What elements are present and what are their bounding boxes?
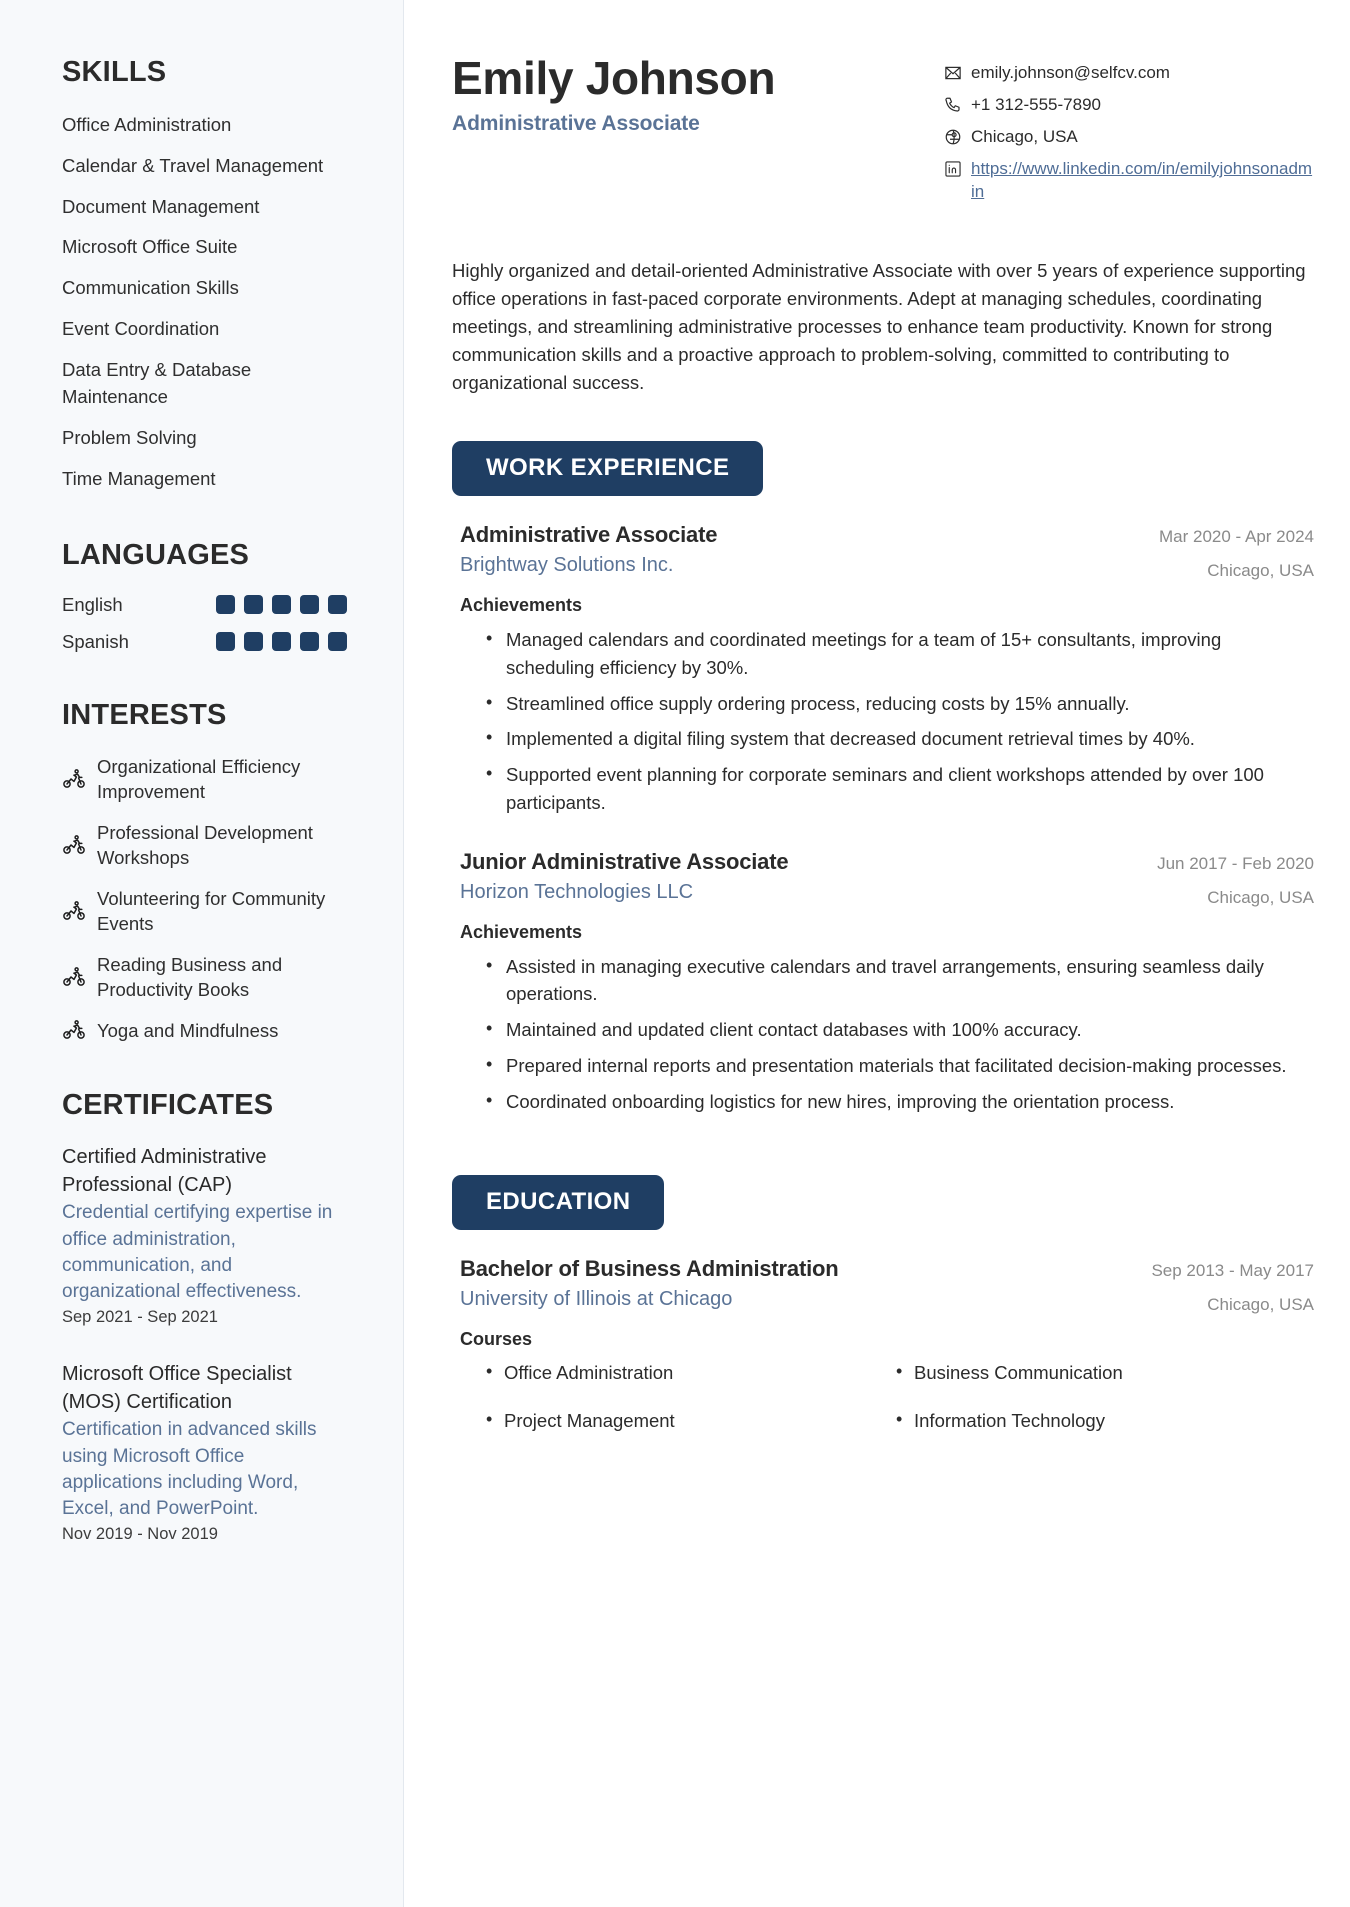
achievement-item: • Supported event planning for corporate seminars and client workshops attended by over 100 participants.	[504, 761, 1314, 817]
contact-value: emily.johnson@selfcv.com	[971, 63, 1170, 82]
identity-block	[452, 54, 775, 136]
contact-row	[944, 62, 1314, 85]
entry-header	[452, 522, 1314, 581]
language-name: English	[62, 593, 123, 615]
achievement-item: • Implemented a digital filing system that decreased document retrieval times by 40%.	[504, 725, 1314, 753]
contact-value: +1 312-555-7890	[971, 94, 1101, 114]
interest-item	[62, 754, 347, 805]
work-title: Junior Administrative Associate	[460, 848, 789, 874]
certificates-list	[62, 1144, 347, 1544]
entry-title-block	[452, 522, 717, 577]
achievement-item: • Maintained and updated client contact databases with 100% accuracy.	[504, 1016, 1314, 1044]
entry-subheading: Achievements	[460, 595, 583, 616]
entry-header	[452, 849, 1314, 908]
languages-list	[62, 594, 347, 653]
entry-title-block	[452, 1256, 838, 1311]
bicycle-icon	[62, 965, 86, 989]
work-date-range: Jun 2017 - Feb 2020	[1157, 853, 1314, 873]
contact-list	[944, 54, 1314, 213]
interest-label: Yoga and Mindfulness	[97, 1019, 279, 1041]
course-list	[452, 1360, 1314, 1434]
contact-row[interactable]	[944, 158, 1314, 204]
entry-subheading: Achievements	[460, 921, 583, 942]
certificate-title: Microsoft Office Specialist (MOS) Certification	[62, 1363, 292, 1413]
level-square	[328, 595, 347, 614]
bicycle-icon	[62, 833, 86, 857]
certificate-title: Certified Administrative Professional (CAP)	[62, 1146, 267, 1196]
certificate-date: Sep 2021 - Sep 2021	[62, 1308, 218, 1327]
entry-meta	[1151, 1256, 1314, 1315]
skill-item: Time Management	[62, 467, 216, 489]
bicycle-icon	[62, 1018, 86, 1042]
course-item: • Business Communication	[914, 1360, 1314, 1386]
language-level-meter	[216, 595, 347, 614]
skill-item: Data Entry & Database Maintenance	[62, 358, 252, 408]
interest-item	[62, 820, 347, 871]
globe-icon	[944, 128, 962, 146]
work-location: Chicago, USA	[1207, 887, 1314, 907]
skill-item: Document Management	[62, 195, 260, 217]
work-section-badge: WORK EXPERIENCE	[452, 441, 763, 496]
certificates-heading: CERTIFICATES	[62, 1089, 274, 1122]
certificate-date: Nov 2019 - Nov 2019	[62, 1525, 218, 1544]
skill-item: Microsoft Office Suite	[62, 236, 238, 258]
achievement-item: • Prepared internal reports and presentation materials that facilitated decision-making processes.	[504, 1052, 1314, 1080]
envelope-icon	[944, 64, 962, 82]
work-organization: Brightway Solutions Inc.	[460, 554, 674, 577]
main-content	[404, 0, 1350, 1907]
skills-heading: SKILLS	[62, 56, 167, 88]
achievement-item: • Managed calendars and coordinated meetings for a team of 15+ consultants, improving scheduling efficiency by 30%.	[504, 626, 1314, 682]
languages-section	[62, 539, 347, 653]
skills-section	[62, 56, 347, 493]
achievement-list	[452, 953, 1314, 1116]
interest-label: Professional Development Workshops	[97, 821, 313, 869]
level-square	[328, 632, 347, 651]
level-square	[244, 632, 263, 651]
entry-meta	[1157, 849, 1314, 908]
level-square	[272, 595, 291, 614]
education-title: Bachelor of Business Administration	[460, 1256, 839, 1282]
skills-list	[62, 111, 347, 493]
level-square	[244, 595, 263, 614]
contact-value: Chicago, USA	[971, 126, 1078, 146]
summary-text: Highly organized and detail-oriented Administrative Associate with over 5 years of experience supporting office operations in fast-paced corporate environments. Adept at managing schedules, coordinating meetings, and streamlining administrative processes to enhance team productivity. Known for strong communication skills and a proactive approach to problem-solving, committed to contributing to organizational success.	[452, 259, 1306, 394]
interest-label: Organizational Efficiency Improvement	[97, 755, 301, 803]
bicycle-icon	[62, 899, 86, 923]
certificates-section	[62, 1089, 347, 1544]
certificate-description: Credential certifying expertise in office administration, communication, and organizational effectiveness.	[62, 1202, 333, 1302]
interest-label: Volunteering for Community Events	[97, 887, 326, 935]
entry-header	[452, 1256, 1314, 1315]
education-entry	[452, 1256, 1314, 1434]
contact-row	[944, 126, 1314, 149]
skill-item: Calendar & Travel Management	[62, 154, 324, 176]
skill-item: Communication Skills	[62, 277, 239, 298]
education-organization: University of Illinois at Chicago	[460, 1288, 733, 1311]
sidebar	[0, 0, 404, 1907]
level-square	[300, 632, 319, 651]
course-item: • Office Administration	[504, 1360, 904, 1386]
entry-meta	[1159, 522, 1314, 581]
work-entry	[452, 849, 1314, 1116]
header	[452, 54, 1314, 213]
interests-section	[62, 699, 347, 1044]
education-location: Chicago, USA	[1207, 1295, 1314, 1315]
certificate-item	[62, 1361, 347, 1544]
language-row	[62, 594, 347, 616]
education-entries	[452, 1256, 1314, 1434]
level-square	[216, 632, 235, 651]
linkedin-icon	[944, 160, 962, 178]
work-entries	[452, 522, 1314, 1115]
entry-subheading: Courses	[460, 1329, 533, 1350]
work-location: Chicago, USA	[1207, 561, 1314, 581]
level-square	[216, 595, 235, 614]
language-level-meter	[216, 632, 347, 651]
work-entry	[452, 522, 1314, 817]
bicycle-icon	[62, 767, 86, 791]
work-date-range: Mar 2020 - Apr 2024	[1159, 527, 1314, 547]
languages-heading: LANGUAGES	[62, 538, 250, 571]
achievement-item: • Coordinated onboarding logistics for new hires, improving the orientation process.	[504, 1088, 1314, 1116]
level-square	[300, 595, 319, 614]
interests-list	[62, 754, 347, 1044]
course-item: • Information Technology	[914, 1408, 1314, 1434]
interest-label: Reading Business and Productivity Books	[97, 953, 283, 1001]
work-organization: Horizon Technologies LLC	[460, 880, 694, 903]
contact-row	[944, 94, 1314, 117]
interest-item	[62, 886, 347, 937]
skill-item: Problem Solving	[62, 427, 197, 448]
certificate-description: Certification in advanced skills using Microsoft Office applications including Word, Excel, and PowerPoint.	[62, 1419, 317, 1520]
course-item: • Project Management	[504, 1408, 904, 1434]
phone-icon	[944, 96, 962, 114]
interests-heading: INTERESTS	[62, 698, 227, 731]
achievement-list	[452, 626, 1314, 817]
education-date-range: Sep 2013 - May 2017	[1151, 1261, 1314, 1281]
page-title: Emily Johnson	[452, 52, 776, 104]
language-row	[62, 631, 347, 653]
certificate-item	[62, 1144, 347, 1327]
interest-item	[62, 952, 347, 1003]
job-role: Administrative Associate	[452, 112, 700, 136]
language-name: Spanish	[62, 630, 129, 652]
interest-item	[62, 1018, 347, 1044]
entry-title-block	[452, 849, 788, 904]
education-section-badge: EDUCATION	[452, 1175, 664, 1230]
contact-link[interactable]: https://www.linkedin.com/in/emilyjohnsonadmin	[971, 158, 1313, 201]
work-title: Administrative Associate	[460, 522, 718, 548]
level-square	[272, 632, 291, 651]
achievement-item: • Assisted in managing executive calendars and travel arrangements, ensuring seamless daily operations.	[504, 953, 1314, 1009]
achievement-item: • Streamlined office supply ordering process, reducing costs by 15% annually.	[504, 690, 1314, 718]
skill-item: Event Coordination	[62, 317, 220, 339]
skill-item: Office Administration	[62, 114, 232, 135]
